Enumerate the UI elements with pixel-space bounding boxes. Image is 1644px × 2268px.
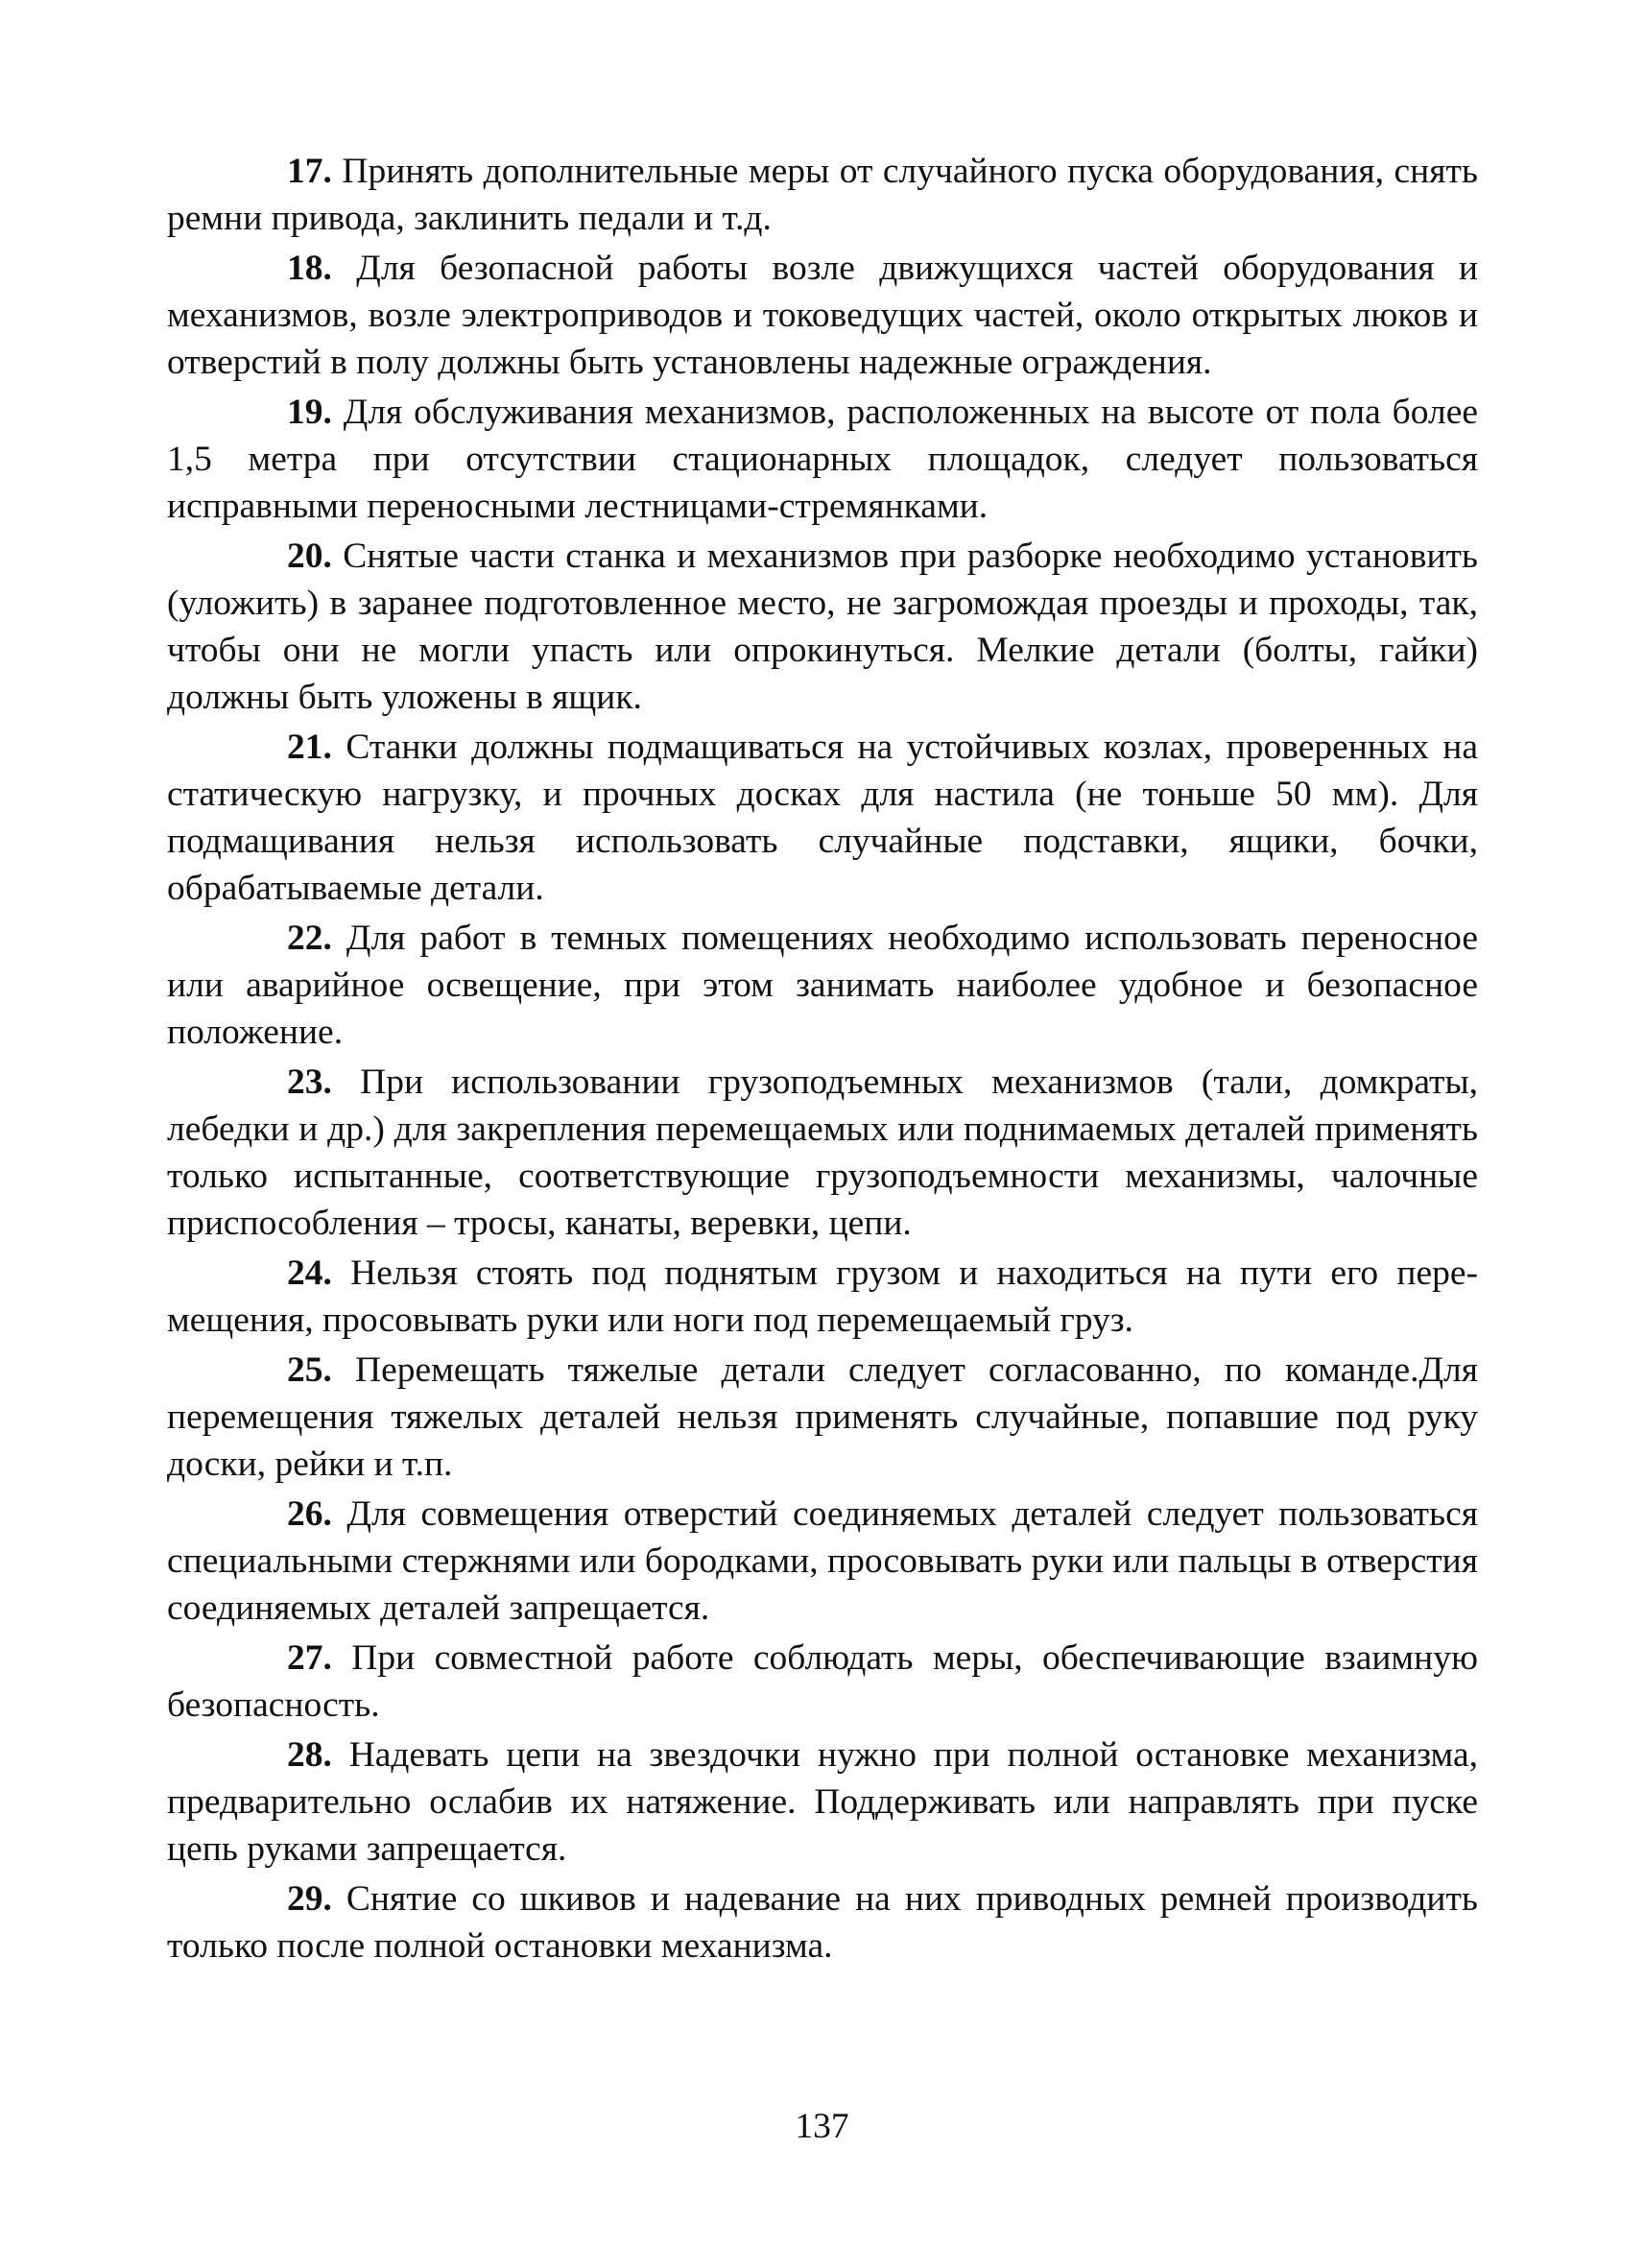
paragraph-text: Снятие со шкивов и надевание на них приводных ремней производить только после полной остановки механизма. [167,1879,1478,1966]
paragraph-25 [167,1347,1478,1488]
paragraph-number: 28. [287,1735,332,1775]
paragraph-text: При совместной работе соблюдать меры, обеспечивающие взаимную безопасность. [167,1638,1478,1725]
paragraph-text: Для безопасной работы возле движущихся частей оборудования и механизмов, возле электроприводов и токоведущих частей, около открытых люков и отверстий в полу должны быть установлены надежные ограждения. [167,249,1478,382]
paragraph-21 [167,724,1478,912]
paragraph-24 [167,1250,1478,1344]
paragraph-number: 21. [287,728,332,767]
paragraph-number: 20. [287,537,332,576]
paragraph-number: 25. [287,1350,332,1390]
paragraph-text: Для совмещения отверстий соединяемых деталей следует пользоваться специальными стержнями или бородками, просовывать руки или пальцы в отверстия соединяемых деталей запрещается. [167,1494,1479,1628]
paragraph-19 [167,389,1478,530]
paragraph-number: 19. [287,393,332,432]
paragraph-text: Станки должны подмащиваться на устойчивых козлах, проверенных на статическую нагрузку, и прочных досках для настила (не тоньше 50 мм). Для подмащивания нельзя использовать случайные подставки, ящики, бочки, обрабатываемые детали. [167,728,1478,908]
paragraph-17 [167,148,1478,242]
paragraph-20 [167,533,1478,721]
paragraph-text: При использовании грузоподъемных механизмов (тали, домкраты, лебедки и др.) для закрепления перемещаемых или поднимаемых деталей применять только испытанные, соответствующие грузоподъемности механизмы, чалочные приспособления – тросы, канаты, веревки, цепи. [167,1062,1479,1243]
paragraph-number: 23. [287,1062,332,1102]
paragraph-28 [167,1731,1478,1873]
paragraph-number: 22. [287,919,332,958]
paragraph-text: Для работ в темных помещениях необходимо использовать переносное или аварийное освещение, при этом занимать наиболее удобное и безопасное положение. [167,919,1478,1052]
paragraph-number: 18. [287,249,332,288]
paragraph-27 [167,1635,1478,1729]
paragraph-number: 27. [287,1638,332,1678]
paragraph-23 [167,1059,1478,1247]
paragraph-text: Нельзя стоять под поднятым грузом и находиться на пути его перемещения, просовывать руки или ноги под перемещаемый груз. [167,1253,1479,1340]
paragraph-text: Принять дополнительные меры от случайного пуска оборудования, снять ремни привода, заклинить педали и т.д. [167,152,1478,238]
paragraph-18 [167,245,1478,386]
page-number: 137 [795,2107,849,2146]
paragraph-text: Перемещать тяжелые детали следует согласованно, по команде.Для перемещения тяжелых деталей нельзя применять случайные, попавшие под руку доски, рейки и т.п. [167,1350,1479,1484]
body-text [167,148,1478,1972]
paragraph-text: Для обслуживания механизмов, расположенных на высоте от пола более 1,5 метра при отсутствии стационарных площадок, следует пользоваться исправными переносными лестницами-стремянками. [167,393,1479,526]
paragraph-26 [167,1491,1478,1632]
paragraph-text: Надевать цепи на звездочки нужно при полной остановке механизма, предварительно ослабив их натяжение. Поддерживать или направлять при пуске цепь руками запрещается. [167,1735,1479,1869]
paragraph-number: 26. [287,1494,332,1534]
paragraph-29 [167,1875,1478,1970]
paragraph-22 [167,915,1478,1056]
paragraph-number: 29. [287,1879,332,1919]
paragraph-text: Снятые части станка и механизмов при разборке необходимо установить (уложить) в заранее подготовленное место, не загромождая проезды и проходы, так, чтобы они не могли упасть или опрокинуться. Мелкие детали (болты, гайки) должны быть уложены в ящик. [167,537,1479,717]
paragraph-number: 24. [287,1253,332,1293]
paragraph-number: 17. [287,152,332,191]
